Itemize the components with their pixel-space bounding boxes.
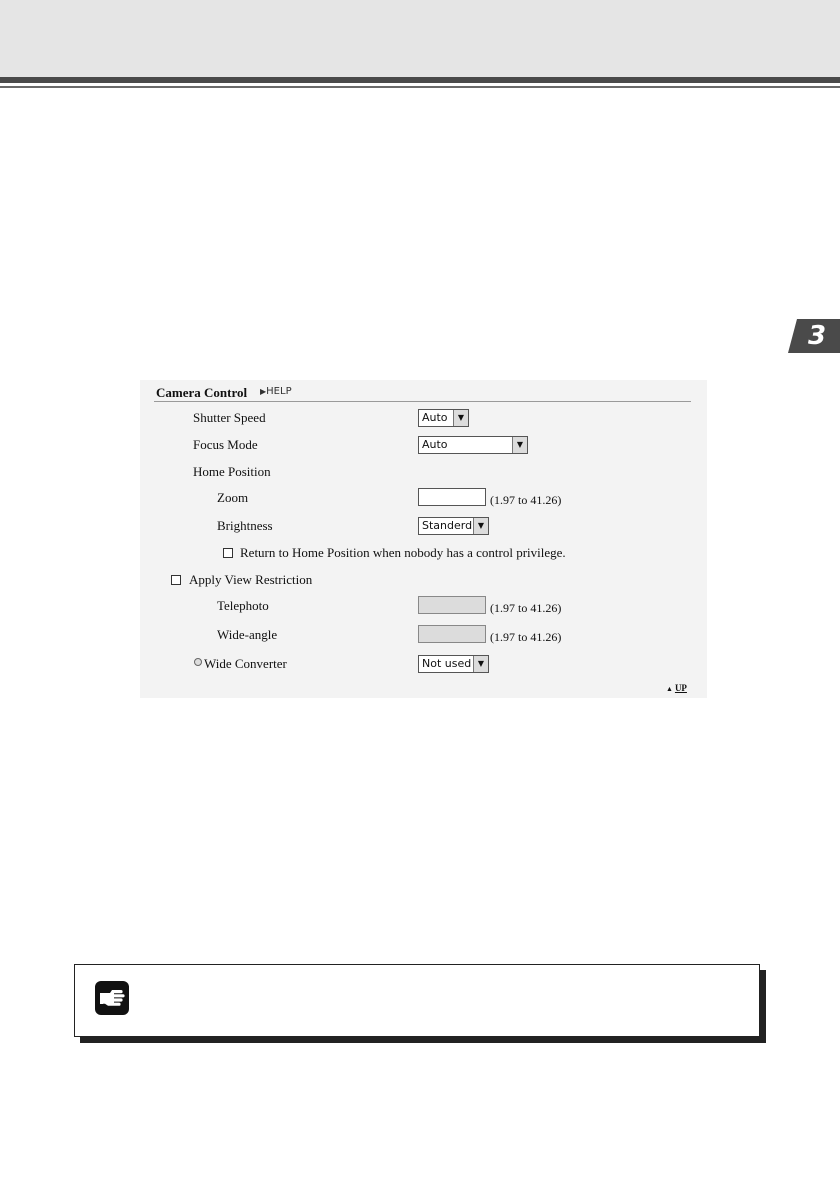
brightness-value: Standerd [422, 519, 473, 532]
panel-title: Camera Control [156, 385, 248, 400]
help-link[interactable] [260, 385, 292, 399]
up-link[interactable] [666, 682, 687, 695]
home-position-label: Home Position [193, 464, 271, 479]
up-arrow-icon: ▲ [666, 685, 673, 693]
chevron-down-icon: ▼ [453, 410, 468, 426]
chapter-tab [788, 319, 840, 353]
camera-control-panel [140, 380, 707, 698]
play-arrow-icon: ▶ [260, 387, 267, 396]
radio-dot-icon [194, 658, 202, 666]
telephoto-label: Telephoto [217, 598, 269, 613]
telephoto-range-hint: (1.97 to 41.26) [490, 601, 562, 615]
panel-divider [154, 401, 691, 402]
header-rule [0, 77, 840, 83]
zoom-input[interactable] [418, 488, 486, 506]
page-header-band [0, 0, 840, 77]
chevron-down-icon: ▼ [473, 518, 488, 534]
pointing-hand-icon [95, 981, 129, 1015]
zoom-label: Zoom [217, 490, 249, 505]
shutter-speed-label: Shutter Speed [193, 410, 266, 425]
note-box [74, 964, 760, 1037]
wide-angle-label: Wide-angle [217, 627, 278, 642]
focus-mode-label: Focus Mode [193, 437, 258, 452]
brightness-label: Brightness [217, 518, 273, 533]
view-restriction-label: Apply View Restriction [189, 572, 313, 587]
chevron-down-icon: ▼ [473, 656, 488, 672]
telephoto-input[interactable] [418, 596, 486, 614]
shutter-speed-value: Auto [422, 411, 448, 424]
header-rule-thin [0, 86, 840, 88]
view-restriction-checkbox[interactable] [171, 575, 181, 585]
wide-converter-select[interactable] [418, 655, 489, 673]
focus-mode-select[interactable] [418, 436, 528, 454]
help-label: HELP [266, 386, 292, 397]
wide-converter-label: Wide Converter [204, 656, 287, 671]
return-home-checkbox[interactable] [223, 548, 233, 558]
zoom-range-hint: (1.97 to 41.26) [490, 493, 562, 507]
focus-mode-value: Auto [422, 438, 448, 451]
wide-converter-value: Not used [422, 657, 472, 670]
wide-angle-input[interactable] [418, 625, 486, 643]
shutter-speed-select[interactable] [418, 409, 469, 427]
up-label: UP [674, 683, 687, 693]
return-home-label: Return to Home Position when nobody has a control privilege. [240, 545, 566, 560]
chapter-number: 3 [807, 321, 827, 351]
brightness-select[interactable] [418, 517, 489, 535]
chevron-down-icon: ▼ [512, 437, 527, 453]
wide-angle-range-hint: (1.97 to 41.26) [490, 630, 562, 644]
